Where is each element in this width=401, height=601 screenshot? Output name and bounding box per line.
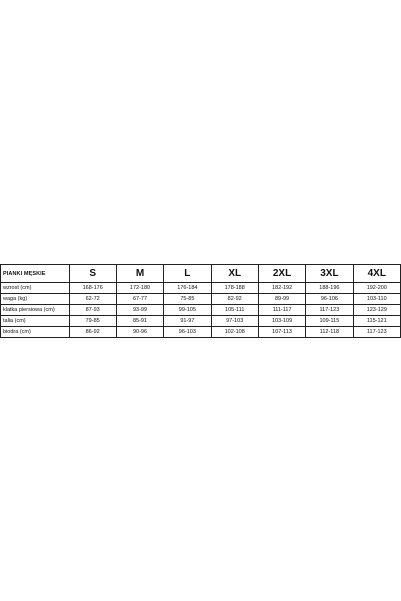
table-cell: 79-85 xyxy=(69,316,116,327)
table-cell: 91-97 xyxy=(164,316,211,327)
table-cell: 93-99 xyxy=(116,305,163,316)
table-cell: 192-200 xyxy=(353,283,400,294)
size-header-row xyxy=(1,265,401,283)
row-label: biodra (cm) xyxy=(1,327,70,338)
table-cell: 176-184 xyxy=(164,283,211,294)
table-cell: 87-93 xyxy=(69,305,116,316)
size-header-s: S xyxy=(69,265,116,283)
table-cell: 182-192 xyxy=(258,283,305,294)
table-row-hips xyxy=(1,327,401,338)
table-cell: 105-111 xyxy=(211,305,258,316)
table-cell: 117-123 xyxy=(306,305,353,316)
table-cell: 89-99 xyxy=(258,294,305,305)
table-cell: 188-196 xyxy=(306,283,353,294)
row-label: wzrost (cm) xyxy=(1,283,70,294)
size-header-xl: XL xyxy=(211,265,258,283)
table-cell: 85-91 xyxy=(116,316,163,327)
table-cell: 111-117 xyxy=(258,305,305,316)
row-label: waga (kg) xyxy=(1,294,70,305)
table-cell: 62-72 xyxy=(69,294,116,305)
size-header-m: M xyxy=(116,265,163,283)
size-header-4xl: 4XL xyxy=(353,265,400,283)
size-header-2xl: 2XL xyxy=(258,265,305,283)
size-chart-table xyxy=(0,264,401,338)
table-cell: 178-188 xyxy=(211,283,258,294)
table-cell: 99-105 xyxy=(164,305,211,316)
table-cell: 67-77 xyxy=(116,294,163,305)
table-title: PIANKI MĘSKIE xyxy=(1,265,70,283)
table-cell: 82-92 xyxy=(211,294,258,305)
table-cell: 86-92 xyxy=(69,327,116,338)
size-header-3xl: 3XL xyxy=(306,265,353,283)
table-cell: 96-103 xyxy=(164,327,211,338)
table-row-chest xyxy=(1,305,401,316)
table-cell: 97-103 xyxy=(211,316,258,327)
table-row-waist xyxy=(1,316,401,327)
table-cell: 107-113 xyxy=(258,327,305,338)
table-cell: 103-110 xyxy=(353,294,400,305)
table-cell: 115-121 xyxy=(353,316,400,327)
table-cell: 90-96 xyxy=(116,327,163,338)
table-cell: 172-180 xyxy=(116,283,163,294)
size-header-l: L xyxy=(164,265,211,283)
table-cell: 75-85 xyxy=(164,294,211,305)
row-label: talia (cm) xyxy=(1,316,70,327)
table-row-weight xyxy=(1,294,401,305)
table-cell: 109-115 xyxy=(306,316,353,327)
row-label: klatka piersiowa (cm) xyxy=(1,305,70,316)
table-cell: 103-109 xyxy=(258,316,305,327)
table-cell: 168-176 xyxy=(69,283,116,294)
table-cell: 123-129 xyxy=(353,305,400,316)
table-cell: 96-106 xyxy=(306,294,353,305)
table-cell: 102-108 xyxy=(211,327,258,338)
table-cell: 117-123 xyxy=(353,327,400,338)
table-row-height xyxy=(1,283,401,294)
table-cell: 112-118 xyxy=(306,327,353,338)
